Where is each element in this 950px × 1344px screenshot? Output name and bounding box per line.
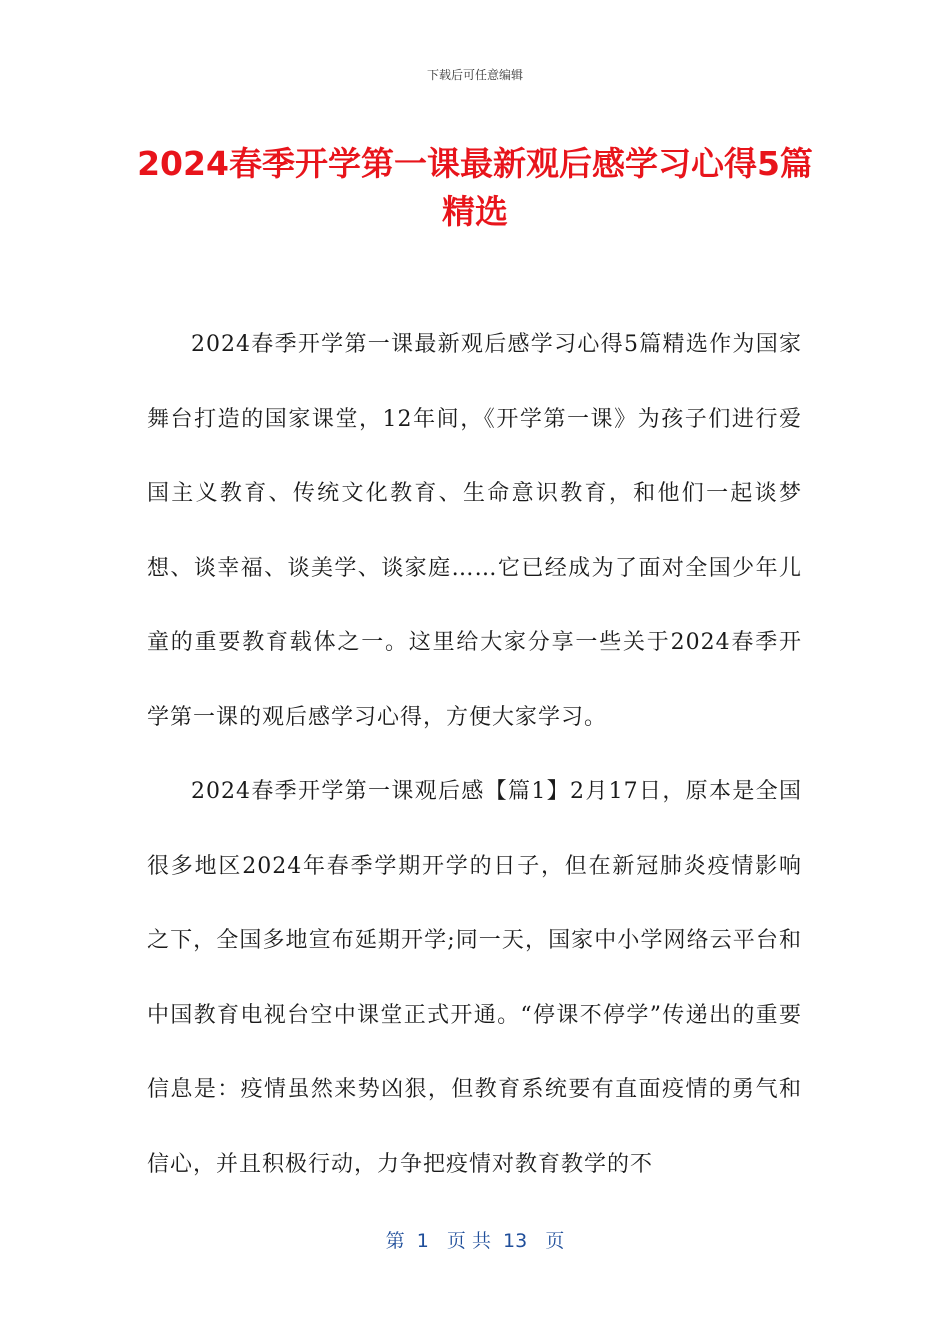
document-title: 2024春季开学第一课最新观后感学习心得5篇精选 bbox=[137, 144, 813, 231]
page-footer: 第 1 页 共 13 页 bbox=[385, 1230, 565, 1252]
paragraph-article-1: 2024春季开学第一课观后感【篇1】2月17日，原本是全国很多地区2024年春季学期开学的日子，但在新冠肺炎疫情影响之下，全国多地宣布延期开学;同一天，国家中小学网络云平台和中国教育电视台空中课堂正式开通。“停课不停学”传递出的重要信息是：疫情虽然来势凶狠，但教育系统要有直面疫情的勇气和信心，并且积极行动，力争把疫情对教育教学的不 bbox=[147, 779, 802, 1177]
header-note: 下载后可任意编辑 bbox=[426, 68, 523, 82]
document-body bbox=[147, 308, 802, 1202]
paragraph-intro: 2024春季开学第一课最新观后感学习心得5篇精选作为国家舞台打造的国家课堂，12年间，《开学第一课》为孩子们进行爱国主义教育、传统文化教育、生命意识教育，和他们一起谈梦想、谈幸福、谈美学、谈家庭……它已经成为了面对全国少年儿童的重要教育载体之一。这里给大家分享一些关于2024春季开学第一课的观后感学习心得，方便大家学习。 bbox=[147, 332, 802, 730]
